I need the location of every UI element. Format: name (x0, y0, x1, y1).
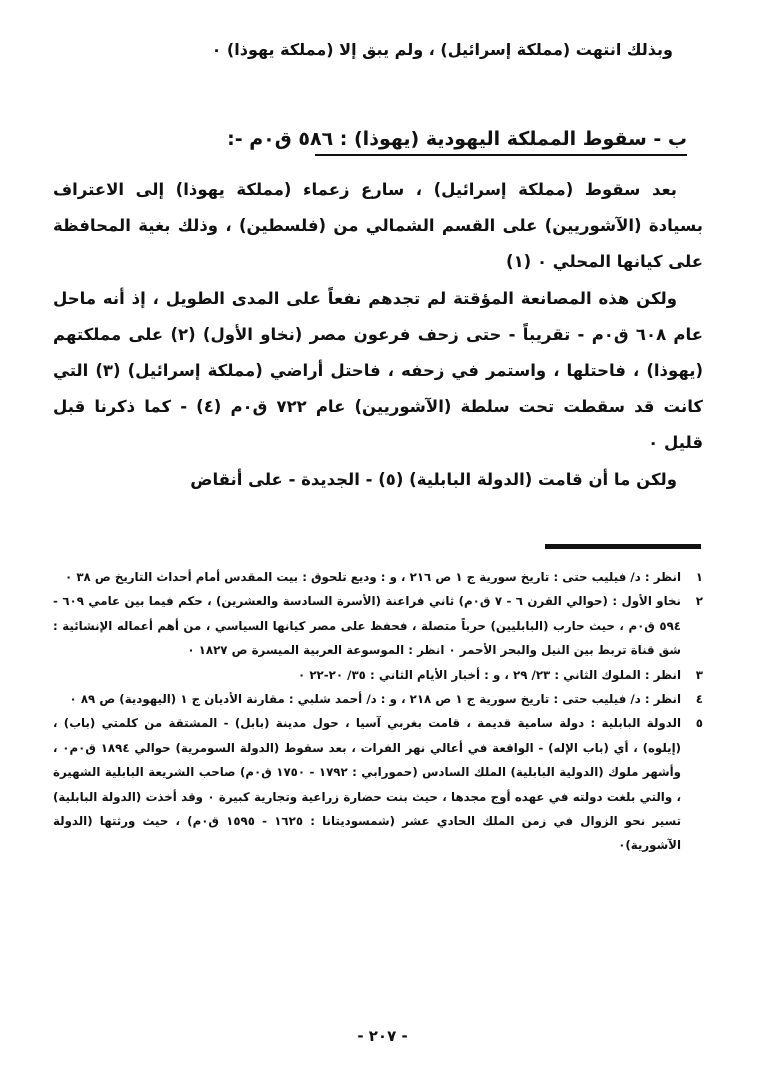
footnote-text: انظر : د/ فيليب حتى : تاريخ سورية ج ١ ص ٢١٦ ، و : وديع تلحوق : بيت المقدس أمام أحداث التاريخ ص ٣٨ ٠ (65, 570, 681, 584)
footnote-divider (545, 544, 701, 549)
footnote-number: ٣ (695, 667, 703, 682)
footnotes (53, 565, 703, 858)
footnote-number: ٥ (695, 716, 703, 731)
paragraph: ولكن ما أن قامت (الدولة البابلية) (٥) - الجديدة - على أنقاض (190, 469, 677, 489)
section-heading: ب - سقوط المملكة اليهودية (يهوذا) : ٥٨٦ ق٠م -: (227, 128, 687, 150)
footnote-text: انظر : الملوك الثاني : ٢٣/ ٢٩ ، و : أخبار الأيام الثاني : ٣٥/ ٢٠-٢٢ ٠ (298, 667, 681, 682)
footnote-number: ٤ (695, 692, 703, 707)
body-text (53, 172, 703, 498)
footnote-text: نخاو الأول : (حوالي القرن ٦ - ٧ ق٠م) ثاني فراعنة (الأسرة السادسة والعشرين) ، حكم فيما بين عامي ٦٠٩ - ٥٩٤ ق٠م ، حيث حارب (البابليين) حرباً متصلة ، فحفظ على مصر كيانها السياسي ، من أهم أعماله الإنشائية : شق قناة تربط بين النيل والبحر الأحمر ٠ انظر : الموسوعة العربية الميسرة ص ١٨٢٧ ٠ (53, 594, 681, 658)
opening-line: وبذلك انتهت (مملكة إسرائيل) ، ولم يبق إلا (مملكة يهوذا) ٠ (211, 40, 673, 59)
footnote (53, 565, 703, 589)
footnote-number: ٢ (695, 594, 703, 609)
page-number: - ٢٠٧ - (357, 1027, 408, 1045)
footnote-number: ١ (695, 570, 703, 584)
footnote-text: الدولة البابلية : دولة سامية قديمة ، قامت بغربي آسيا ، حول مدينة (بابل) - المشتقة من كلمتي (باب) ، (إيلوه) ، أي (باب الإله) - الواقعة في أعالي نهر الفرات ، بعد سقوط (الدولة السومرية) حوالي ١٨٩٤ ق٠م٠ ، وأشهر ملوك (الدولية البابلية) الملك السادس (حمورابي : ١٧٩٢ - ١٧٥٠ ق٠م) صاحب الشريعة البابلية الشهيرة ، والتي بلغت دولته في عهده أوج مجدها ، حيث بنت حضارة زراعية وتجارية كبيرة ٠ وقد أخذت (الدولة البابلية) تسير نحو الزوال في زمن الملك الحادي عشر (شمسوديتانا : ١٦٢٥ - ١٥٩٥ ق٠م) ، حيث ورثتها (الدولة الآشورية)٠ (53, 716, 682, 853)
paragraph: ولكن هذه المصانعة المؤقتة لم تجدهم نفعاً على المدى الطويل ، إذ أنه ماحل عام ٦٠٨ ق٠م - تقريباً - حتى زحف فرعون مصر (نخاو الأول) (٢) على مملكتهم (يهوذا) ، فاحتلها ، واستمر في زحفه ، فاحتل أراضي (مملكة إسرائيل) (٣) التي كانت قد سقطت تحت سلطة (الآشوريين) عام ٧٢٢ ق٠م (٤) - كما ذكرنا قبل قليل ٠ (53, 288, 703, 453)
footnote (53, 589, 703, 662)
heading-underline (315, 154, 687, 156)
footnote (53, 711, 703, 857)
footnote (53, 687, 703, 711)
footnote (53, 663, 703, 687)
footnote-text: انظر : د/ فيليب حتى : تاريخ سورية ج ١ ص ٢١٨ ، و : د/ أحمد شلبي : مقارنة الأديان ج ١ (اليهودية) ص ٨٩ ٠ (69, 692, 681, 707)
paragraph: بعد سقوط (مملكة إسرائيل) ، سارع زعماء (مملكة يهوذا) إلى الاعتراف بسيادة (الآشوريين) على القسم الشمالي من (فلسطين) ، وذلك بغية المحافظة على كيانها المحلي ٠ (١) (53, 180, 703, 272)
